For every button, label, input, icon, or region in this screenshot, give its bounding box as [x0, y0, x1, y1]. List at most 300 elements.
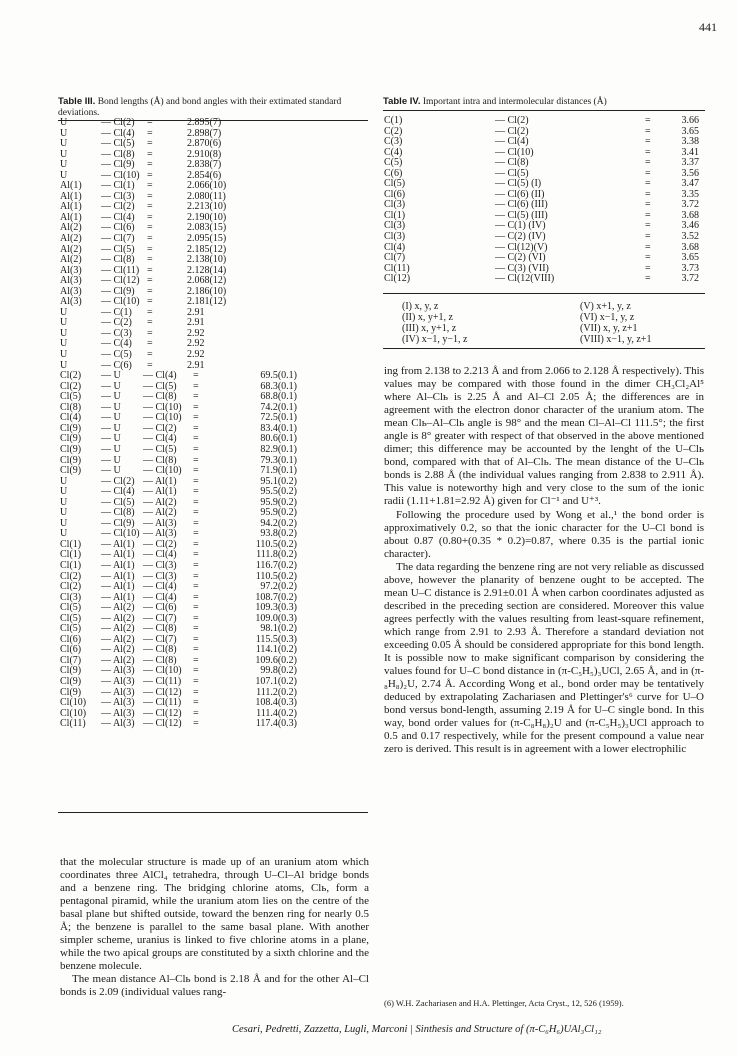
table-cell: = — [193, 507, 199, 519]
table-cell: — Cl(8) — [495, 157, 529, 169]
table-cell: Cl(8) — [60, 401, 82, 413]
table-cell: 99.8(0.2) — [260, 665, 297, 677]
table-cell: U — [60, 138, 68, 150]
symmetry-code: (III) x, y+1, z — [402, 323, 457, 334]
table-row — [60, 719, 301, 730]
table-cell: U — [60, 349, 68, 361]
table-cell: = — [193, 454, 199, 466]
table-cell: — Cl(11) — [143, 675, 182, 687]
table-cell: 2.095(15) — [187, 233, 227, 245]
table-row — [60, 234, 301, 245]
table-cell: — Cl(6) (III) — [495, 199, 548, 211]
table-cell: U — [60, 306, 68, 318]
table-cell: U — [60, 327, 68, 339]
table-cell: — Al(3) — [101, 665, 135, 677]
table-cell: 114.1(0.2) — [255, 644, 297, 656]
footnote: (6) W.H. Zachariasen and H.A. Plettinger, Acta Cryst., 12, 526 (1959). — [384, 998, 624, 1008]
table-cell: — Cl(8) — [101, 254, 135, 266]
table-cell: — Cl(7) — [143, 612, 177, 624]
table-cell: Cl(6) — [384, 188, 406, 200]
table-cell: Cl(1) — [60, 538, 82, 550]
table-cell: 2.083(15) — [187, 222, 227, 234]
table-cell: = — [147, 317, 153, 329]
table-cell: 111.2(0.2) — [256, 686, 297, 698]
table-cell: — Cl(10) — [495, 146, 534, 158]
table-cell: C(5) — [384, 157, 403, 169]
table-cell: 2.213(10) — [187, 201, 227, 213]
table-cell: — C(2) (VI) — [495, 252, 546, 264]
table-cell: — Cl(8) — [143, 654, 177, 666]
table-cell: — Al(2) — [101, 654, 135, 666]
table4-caption — [383, 96, 705, 108]
table-cell: — Cl(5) — [143, 443, 177, 455]
table-cell: = — [645, 262, 651, 274]
table-cell: 79.3(0.1) — [260, 454, 297, 466]
table-cell: U — [60, 169, 68, 181]
table-cell: U — [60, 317, 68, 329]
table-cell: — Cl(1) — [101, 180, 135, 192]
table-cell: = — [147, 296, 153, 308]
table-cell: U — [60, 338, 68, 350]
table-cell: 2.92 — [187, 349, 205, 361]
table-cell: Cl(3) — [60, 591, 82, 603]
table-cell: — Al(1) — [143, 486, 177, 498]
table-cell: — Cl(10) — [143, 412, 182, 424]
table-cell: — Cl(9) — [101, 517, 135, 529]
table-cell: Cl(5) — [60, 612, 82, 624]
table-cell: 3.72 — [681, 199, 699, 211]
table-cell: — Cl(12) — [143, 707, 182, 719]
symmetry-code: (I) x, y, z — [402, 301, 439, 312]
table-cell: = — [193, 697, 199, 709]
table-cell: = — [645, 157, 651, 169]
table-cell: 98.1(0.2) — [260, 623, 297, 635]
table-cell: = — [645, 188, 651, 200]
table-row — [60, 223, 301, 234]
table-cell: 93.8(0.2) — [260, 528, 297, 540]
table-cell: — Cl(10) — [143, 665, 182, 677]
table-cell: = — [193, 486, 199, 498]
table-cell: 94.2(0.2) — [260, 517, 297, 529]
table-cell: — C(1) — [101, 306, 132, 318]
table-cell: — Cl(8) — [143, 454, 177, 466]
table-cell: Cl(2) — [60, 581, 82, 593]
table-cell: — Cl(6) — [101, 222, 135, 234]
table-cell: Cl(10) — [60, 697, 87, 709]
table-cell: — Cl(11) — [143, 697, 182, 709]
table-cell: 3.35 — [681, 188, 699, 200]
table-cell: — U — [101, 454, 121, 466]
table-cell: — Cl(4) — [101, 211, 135, 223]
table-cell: U — [60, 159, 68, 171]
table-cell: — Cl(12(VIII) — [495, 273, 555, 285]
table-cell: — Cl(6) — [143, 602, 177, 614]
table3-bond-lengths — [60, 118, 301, 371]
symmetry-code: (VIII) x−1, y, z+1 — [580, 334, 652, 345]
table-cell: = — [645, 125, 651, 137]
table-cell: 110.5(0.2) — [255, 538, 297, 550]
left-paragraph-2: The mean distance Al–Clь bond is 2.18 Å and for the other Al–Cl bonds is 2.09 (individual values rang- — [60, 973, 369, 999]
table-cell: — Cl(10) — [143, 401, 182, 413]
table-cell: 3.47 — [681, 178, 699, 190]
table3 — [60, 118, 301, 730]
table-cell: — Cl(10) — [143, 465, 182, 477]
table-cell: 71.9(0.1) — [260, 465, 297, 477]
table-cell: Cl(7) — [60, 654, 82, 666]
table-cell: Al(1) — [60, 180, 82, 192]
table-cell: 3.56 — [681, 167, 699, 179]
table-cell: = — [147, 222, 153, 234]
table-cell: — Al(2) — [143, 507, 177, 519]
table-cell: Cl(1) — [60, 549, 82, 561]
table-cell: = — [193, 443, 199, 455]
table-cell: Al(1) — [60, 201, 82, 213]
table-cell: — Al(3) — [101, 707, 135, 719]
table-row — [60, 181, 301, 192]
table-row — [384, 232, 705, 243]
table-cell: 3.68 — [681, 241, 699, 253]
table-cell: — Cl(3) — [101, 190, 135, 202]
table-cell: 3.73 — [681, 262, 699, 274]
table-cell: Cl(2) — [60, 570, 82, 582]
table-cell: Cl(9) — [60, 443, 82, 455]
table-cell: = — [193, 591, 199, 603]
table-cell: Al(2) — [60, 233, 82, 245]
table-cell: Al(2) — [60, 222, 82, 234]
table-cell: 97.2(0.2) — [260, 581, 297, 593]
table-cell: — Al(2) — [143, 496, 177, 508]
table-cell: 111.8(0.2) — [256, 549, 297, 561]
table-cell: 2.190(10) — [187, 211, 227, 223]
table-cell: — U — [101, 443, 121, 455]
table-cell: — Cl(5) — [143, 380, 177, 392]
table-row — [384, 169, 705, 180]
table-cell: Cl(7) — [384, 252, 406, 264]
table-row — [384, 148, 705, 159]
table-row — [384, 116, 705, 127]
table-cell: U — [60, 517, 68, 529]
table-row — [60, 677, 301, 688]
table-cell: = — [193, 538, 199, 550]
table-cell: — Cl(7) — [143, 633, 177, 645]
table-cell: — Al(2) — [101, 612, 135, 624]
table-cell: — Al(3) — [101, 686, 135, 698]
table-cell: — Cl(12) — [143, 718, 182, 730]
symmetry-code: (II) x, y+1, z — [402, 312, 453, 323]
table-cell: — Al(2) — [101, 623, 135, 635]
table-cell: C(6) — [384, 167, 403, 179]
table-cell: — Cl(4) — [143, 370, 177, 382]
table-cell: U — [60, 475, 68, 487]
table-cell: — Al(2) — [101, 602, 135, 614]
table-cell: Cl(5) — [60, 623, 82, 635]
table-cell: = — [193, 612, 199, 624]
table-cell: — Cl(8) — [143, 391, 177, 403]
table-cell: U — [60, 127, 68, 139]
table-cell: 2.128(14) — [187, 264, 227, 276]
table-cell: C(2) — [384, 125, 403, 137]
table-cell: — Cl(11) — [101, 264, 140, 276]
table-cell: 95.9(0.2) — [260, 507, 297, 519]
table-cell: Cl(2) — [60, 380, 82, 392]
table-row — [60, 318, 301, 329]
table-cell: Cl(9) — [60, 675, 82, 687]
table-cell: = — [147, 138, 153, 150]
table-row — [60, 466, 301, 477]
table-cell: = — [193, 380, 199, 392]
symmetry-codes-right — [580, 301, 651, 345]
table-cell: Al(3) — [60, 275, 82, 287]
table-cell: = — [147, 306, 153, 318]
table-cell: — Cl(4) — [143, 433, 177, 445]
table-cell: U — [60, 507, 68, 519]
table-cell: = — [645, 220, 651, 232]
table-cell: = — [193, 465, 199, 477]
table4-bottom-rule — [383, 348, 705, 349]
table-cell: Cl(4) — [60, 412, 82, 424]
table-cell: = — [193, 602, 199, 614]
table-cell: 108.7(0.2) — [255, 591, 297, 603]
table-cell: — C(3) — [101, 327, 132, 339]
table-row — [60, 276, 301, 287]
table-cell: 68.8(0.1) — [260, 391, 297, 403]
right-column-text — [384, 365, 704, 756]
table-cell: = — [193, 401, 199, 413]
table-row — [60, 245, 301, 256]
table-cell: — Cl(4) — [495, 136, 529, 148]
table-cell: 107.1(0.2) — [255, 675, 297, 687]
table-cell: — Al(1) — [101, 559, 135, 571]
table-cell: Cl(4) — [384, 241, 406, 253]
table-cell: — Cl(2) — [101, 117, 135, 128]
table-cell: — Al(2) — [101, 644, 135, 656]
table-cell: = — [147, 254, 153, 266]
table-cell: 69.5(0.1) — [260, 370, 297, 382]
table-cell: 117.4(0.3) — [255, 718, 297, 730]
table-cell: Cl(1) — [384, 209, 406, 221]
table-cell: — Cl(8) — [101, 507, 135, 519]
table3-bottom-rule — [58, 812, 368, 813]
table-cell: — Cl(8) — [143, 623, 177, 635]
table-cell: = — [193, 644, 199, 656]
table-cell: Cl(9) — [60, 465, 82, 477]
table-cell: = — [147, 211, 153, 223]
table-cell: — Cl(4) — [143, 549, 177, 561]
table-cell: — Cl(2) — [495, 125, 529, 137]
table-row — [60, 308, 301, 319]
table-cell: Al(3) — [60, 264, 82, 276]
table4-top-rule — [383, 110, 705, 111]
table-cell: = — [147, 180, 153, 192]
table-cell: — Cl(5) — [101, 243, 135, 255]
table-cell: = — [193, 718, 199, 730]
table-cell: — Al(1) — [101, 538, 135, 550]
table-cell: = — [645, 209, 651, 221]
table-cell: Al(1) — [60, 211, 82, 223]
table-cell: 83.4(0.1) — [260, 422, 297, 434]
table-cell: Cl(9) — [60, 433, 82, 445]
table-cell: — Cl(8) — [143, 644, 177, 656]
table-cell: = — [645, 231, 651, 243]
table3-label: Table III. — [58, 96, 96, 107]
table-cell: — Cl(10) — [101, 296, 140, 308]
right-paragraph-2: Following the procedure used by Wong et al.,¹ the bond order is approximatively 0.2, so that the ionic character for the U–Cl bond is about 0.87 (0.80+(0.35 * 0.2)=0.87, where 0.35 is the partial ionic character). — [384, 508, 704, 560]
table-cell: 2.870(6) — [187, 138, 222, 150]
table-cell: = — [193, 475, 199, 487]
table-cell: = — [147, 285, 153, 297]
table-cell: = — [193, 570, 199, 582]
table4-mid-rule — [383, 293, 705, 294]
table-cell: = — [193, 391, 199, 403]
table-cell: 109.0(0.3) — [255, 612, 297, 624]
table-cell: Cl(3) — [384, 231, 406, 243]
table-cell: = — [193, 686, 199, 698]
table-row — [60, 287, 301, 298]
left-paragraph-1: that the molecular structure is made up of an uranium atom which coordinates three AlCl₄ tetrahedra, through U–Cl–Al bridge bonds and a benzene ring. The bridging chlorine atoms, Clь, form a pentagonal piramid, while the uranium atom lies on the centre of the basal plane but shifted outside, toward the benzen ring for nearly 0.5 Å; the benzene is parallel to the same basal plane. With another simpler scheme, uranius is linked to five chlorine atoms in a plane, while the two apical groups are constituted by a sixth chlorine and the benzene molecule. — [60, 856, 369, 973]
table-cell: 2.91 — [187, 306, 205, 318]
table-cell: = — [147, 201, 153, 213]
table-cell: — Cl(12) — [101, 275, 140, 287]
table-cell: 2.080(11) — [187, 190, 226, 202]
table-cell: — U — [101, 465, 121, 477]
table-cell: — Cl(5) (III) — [495, 209, 548, 221]
table-cell: 72.5(0.1) — [260, 412, 297, 424]
right-paragraph-1: ing from 2.138 to 2.213 Å and from 2.066 to 2.128 Å respectively). This values may be compared with those found in the dimer CH₃Cl₂Al⁵ where Al–Clь is 2.25 Å and Al–Cl 2.05 Å; the differences are in agreement with the electron donor character of the uranium atom. The mean Clь–Al–Clь angle is 98° and the mean Cl–Al–Cl 111.5°; the first angle is 8° greater with respect of that observed in the above mentioned dimer; this difference may be accounted by the lenght of the U–Clь bond, compared with that of Al–Clь. The mean distance of the U–Clь bonds is 2.88 Å (the individual values ranging from 2.838 to 2.911 Å). This value is noteworthy high and very close to the sum of the ionic radii (1.11+1.81=2.92 Å) given for Cl⁻¹ and U⁺³. — [384, 365, 704, 508]
table-cell: = — [645, 146, 651, 158]
table-cell: Cl(12) — [384, 273, 411, 285]
table-cell: Al(3) — [60, 296, 82, 308]
table-cell: U — [60, 496, 68, 508]
table-cell: — Cl(4) — [101, 486, 135, 498]
table-cell: 95.5(0.2) — [260, 486, 297, 498]
table-cell: — Cl(5) — [101, 138, 135, 150]
table3-caption — [58, 96, 368, 119]
table-cell: 2.91 — [187, 317, 205, 329]
table-cell: — Al(1) — [143, 475, 177, 487]
right-paragraph-3: The data regarding the benzene ring are not very reliable as discussed above, however the planarity of benzene ought to be accepted. The mean U–C distance is 2.91±0.01 Å when carbon coordinates adjusted as described in the preceding section are considered. Moreover this value agrees perfectly with the values resulting from least-square refinement, which range from 2.91 to 2.93 Å. Therefore a standard deviation not exceeding 0.05 Å should be considered appropriate for this bond length. It is possible now to make significant comparison by considering the values found for U–C bond distance in (π-C₅H₅)₃UCl, 2.65 Å, and in (π-₈H₈)₂U, 2.74 Å. According Wong et al., bond order may be tentatively deduced by extrapolating Zachariasen and Plettinger's⁶ curve for U–O bond versus bond-length, assuming 2.19 Å for U–C single bond. In this way, bond order values for (π-C₈H₈)₂U and (π-C₅H₅)₃UCl approach to 0.5 and 0.17 respectively, while for the present compound a value near zero is derived. This result is in agreement with a lower electrophilic — [384, 560, 704, 756]
table3-caption-text: Bond lengths (Å) and bond angles with their extimated standard deviations. — [58, 97, 342, 118]
table-cell: = — [193, 370, 199, 382]
table-cell: Cl(11) — [60, 718, 86, 730]
symmetry-code: (VII) x, y, z+1 — [580, 323, 638, 334]
table-cell: — Cl(10) — [101, 528, 140, 540]
table-cell: 95.1(0.2) — [260, 475, 297, 487]
table-cell: 115.5(0.3) — [255, 633, 297, 645]
table-cell: 2.185(12) — [187, 243, 227, 255]
table-cell: 2.910(8) — [187, 148, 222, 160]
table-cell: — Cl(5) — [101, 496, 135, 508]
table-cell: 2.068(12) — [187, 275, 227, 287]
table-row — [60, 139, 301, 150]
table-cell: — Cl(5) (I) — [495, 178, 542, 190]
table-cell: 68.3(0.1) — [260, 380, 297, 392]
table-cell: — Al(3) — [101, 697, 135, 709]
table-cell: 111.4(0.2) — [256, 707, 297, 719]
symmetry-codes-left — [402, 301, 467, 345]
table-cell: 2.92 — [187, 327, 205, 339]
table-cell: Cl(6) — [60, 633, 82, 645]
table-cell: 95.9(0.2) — [260, 496, 297, 508]
table-cell: = — [147, 264, 153, 276]
table-cell: = — [193, 549, 199, 561]
table-cell: — Cl(4) — [143, 581, 177, 593]
table-cell: 2.066(10) — [187, 180, 227, 192]
table-cell: 3.66 — [681, 115, 699, 126]
table-cell: — Cl(4) — [101, 127, 135, 139]
table-cell: U — [60, 117, 68, 128]
table-row — [60, 192, 301, 203]
table-cell: Cl(3) — [384, 199, 406, 211]
table4-label: Table IV. — [383, 96, 421, 107]
table-row — [60, 266, 301, 277]
symmetry-code: (VI) x−1, y, z — [580, 312, 635, 323]
table-cell: — U — [101, 433, 121, 445]
table-cell: = — [645, 241, 651, 253]
table-cell: Al(1) — [60, 190, 82, 202]
table-cell: — Cl(9) — [101, 159, 135, 171]
table-cell: Cl(9) — [60, 665, 82, 677]
table-row — [60, 561, 301, 572]
table-cell: 2.186(10) — [187, 285, 227, 297]
table-cell: U — [60, 148, 68, 160]
table-cell: 116.7(0.2) — [255, 559, 297, 571]
table-cell: — U — [101, 422, 121, 434]
table-cell: = — [147, 169, 153, 181]
table-cell: 3.65 — [681, 252, 699, 264]
left-column-text — [60, 856, 369, 1000]
table-cell: 3.65 — [681, 125, 699, 137]
table-row — [60, 202, 301, 213]
table-cell: = — [193, 665, 199, 677]
table-cell: = — [645, 178, 651, 190]
table-cell: — Al(3) — [101, 675, 135, 687]
table-cell: 74.2(0.1) — [260, 401, 297, 413]
table-cell: = — [193, 654, 199, 666]
table-cell: — Cl(7) — [101, 233, 135, 245]
table-cell: Cl(9) — [60, 686, 82, 698]
table-cell: — Al(3) — [143, 517, 177, 529]
table-cell: — Al(3) — [143, 528, 177, 540]
table-cell: = — [147, 159, 153, 171]
table-cell: = — [147, 359, 153, 371]
table3-bond-angles — [60, 371, 301, 730]
table-cell: = — [645, 136, 651, 148]
table-cell: — C(4) — [101, 338, 132, 350]
table-cell: 3.68 — [681, 209, 699, 221]
table-cell: — Cl(12) — [143, 686, 182, 698]
table-cell: 2.854(6) — [187, 169, 222, 181]
table-cell: 2.138(10) — [187, 254, 227, 266]
table-cell: = — [193, 412, 199, 424]
table-cell: U — [60, 359, 68, 371]
table-row — [60, 129, 301, 140]
table-cell: — Al(1) — [101, 570, 135, 582]
table-cell: — Cl(3) — [143, 570, 177, 582]
table-row — [60, 329, 301, 340]
table-cell: = — [193, 559, 199, 571]
table-cell: = — [147, 117, 153, 128]
table-cell: = — [645, 199, 651, 211]
table-cell: — Cl(10) — [101, 169, 140, 181]
table-cell: 80.6(0.1) — [260, 433, 297, 445]
table-cell: = — [147, 233, 153, 245]
table-cell: Al(3) — [60, 285, 82, 297]
table-cell: Cl(1) — [60, 559, 82, 571]
table-cell: = — [193, 496, 199, 508]
table-cell: = — [645, 115, 651, 126]
table-cell: — Al(1) — [101, 591, 135, 603]
table-cell: Cl(9) — [60, 454, 82, 466]
